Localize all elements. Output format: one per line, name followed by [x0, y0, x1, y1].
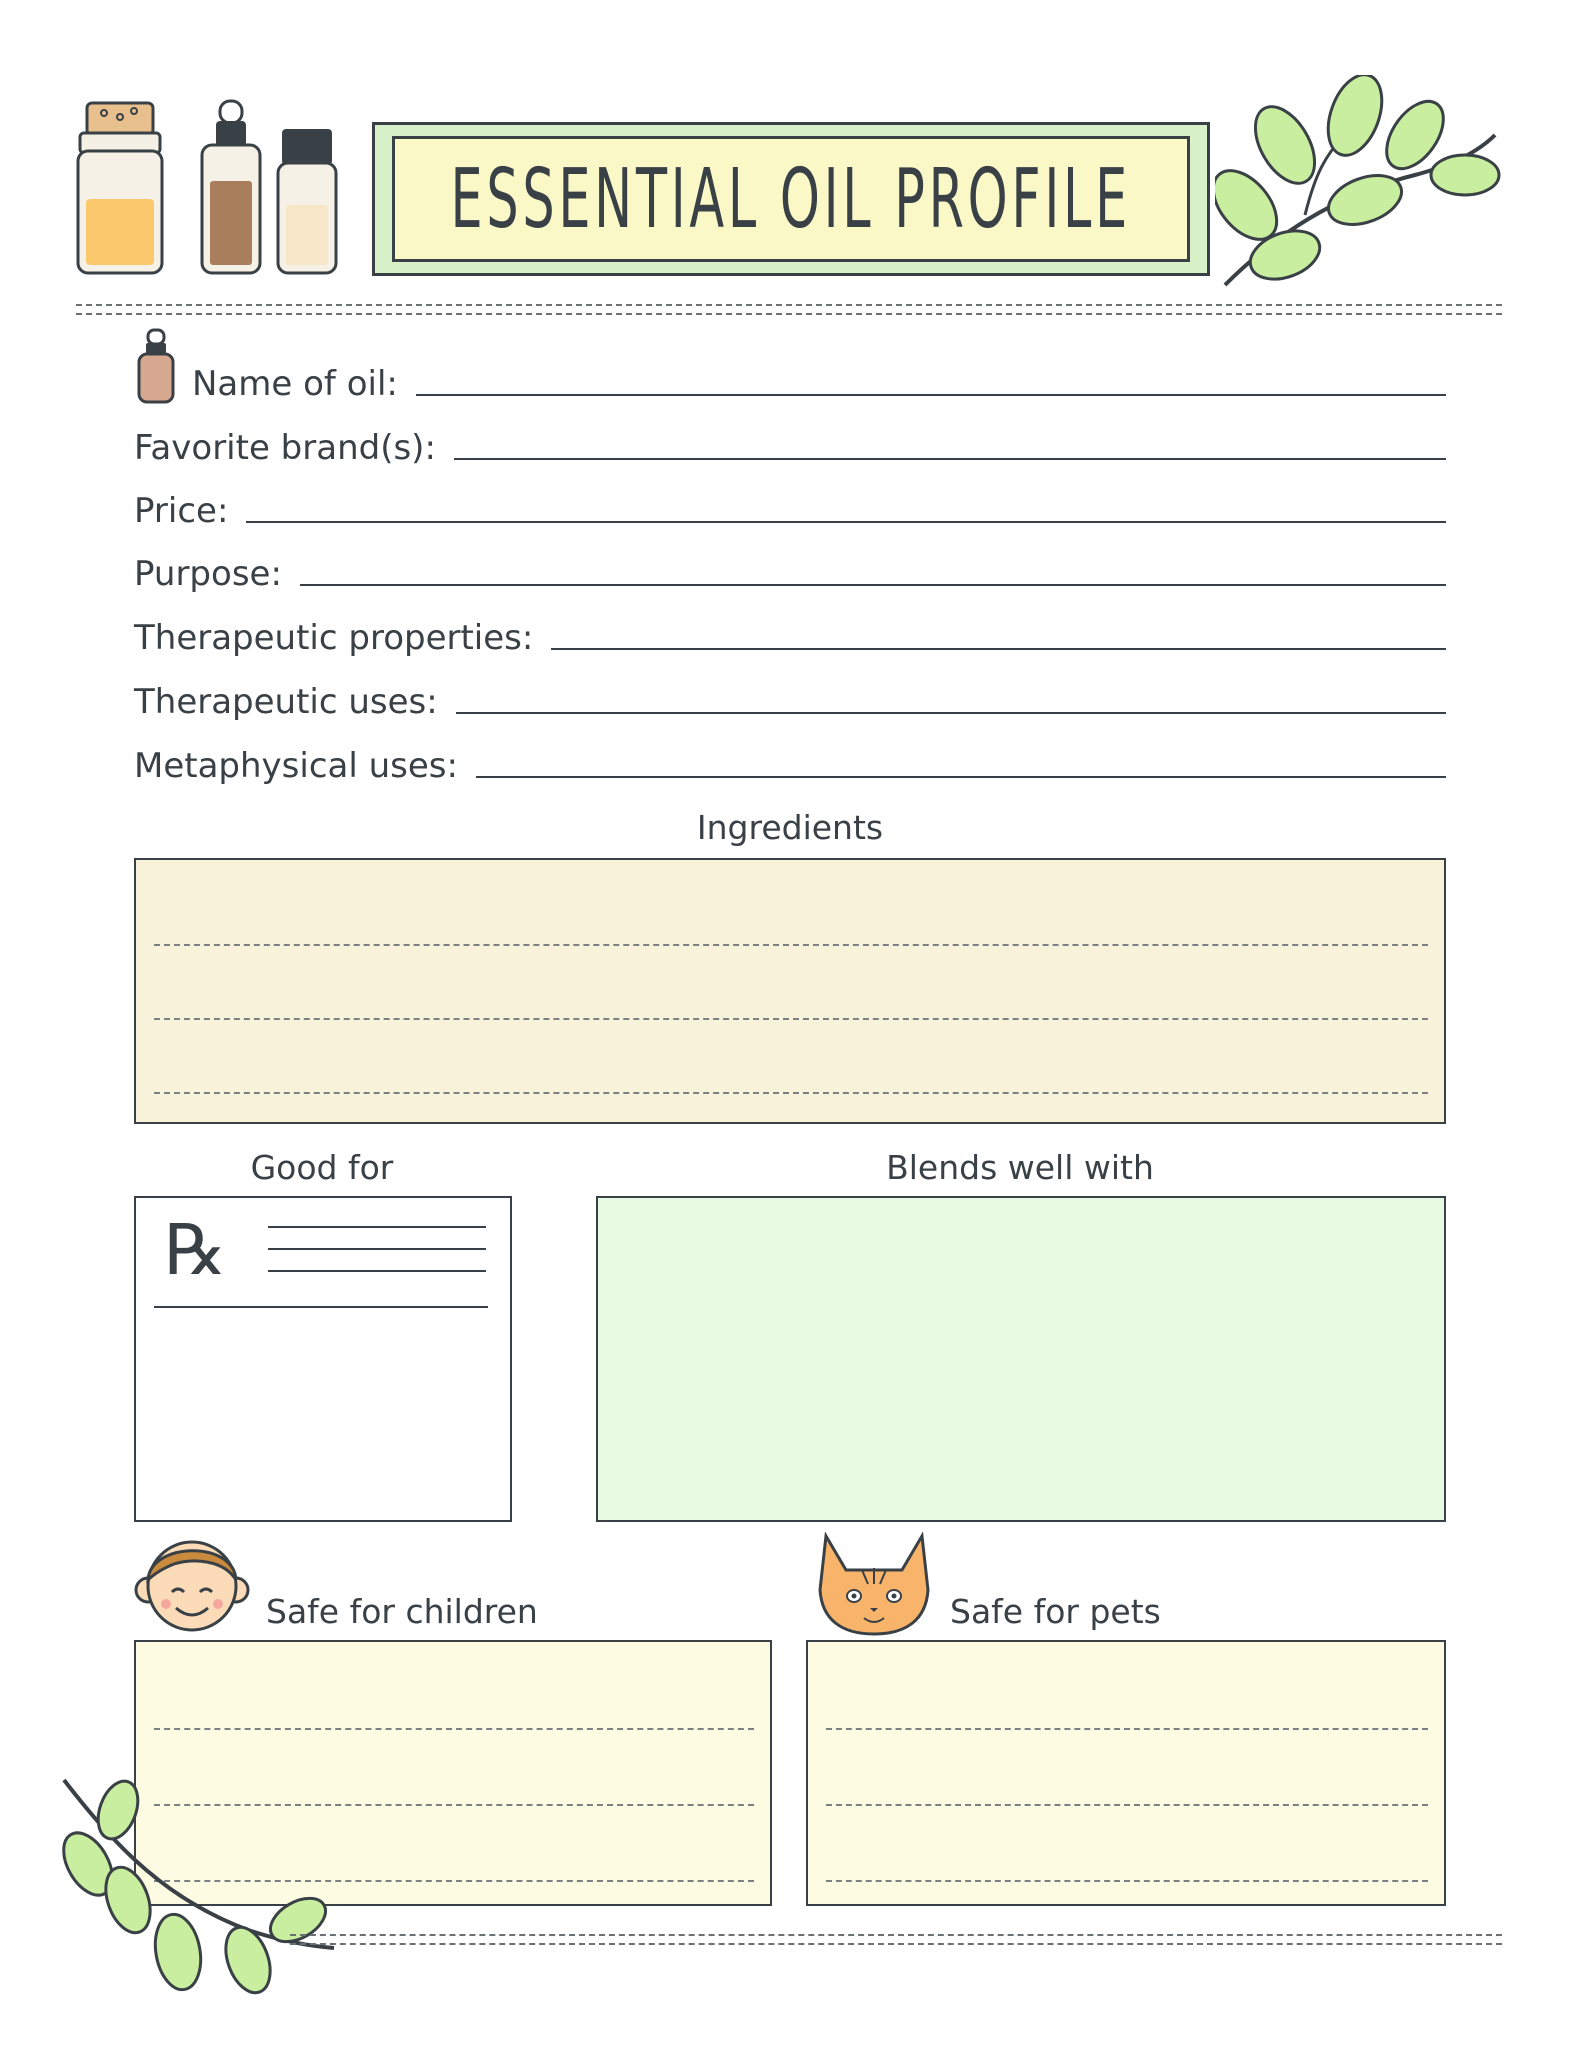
writing-line — [154, 1018, 1428, 1020]
rx-line — [268, 1270, 486, 1272]
safe-for-pets-heading: Safe for pets — [950, 1592, 1161, 1631]
ingredients-heading: Ingredients — [696, 808, 884, 847]
field-label: Purpose: — [134, 554, 282, 594]
field-input-line[interactable] — [476, 776, 1446, 778]
field-input-line[interactable] — [456, 712, 1446, 714]
page-title: ESSENTIAL OIL PROFILE — [450, 151, 1132, 247]
cat-face-icon — [806, 1530, 942, 1638]
rx-line — [268, 1248, 486, 1250]
field-name-of-oil[interactable] — [192, 356, 1446, 404]
field-label: Price: — [134, 491, 229, 531]
safe-for-children-heading: Safe for children — [266, 1592, 538, 1631]
rx-line — [154, 1306, 488, 1308]
ingredients-box[interactable] — [134, 858, 1446, 1124]
field-label: Metaphysical uses: — [134, 746, 458, 786]
header-divider — [76, 304, 1502, 315]
good-for-box[interactable] — [134, 1196, 512, 1522]
field-label: Favorite brand(s): — [134, 428, 436, 468]
field-therapeutic-uses[interactable] — [134, 674, 1446, 722]
rx-icon: ℞ — [164, 1209, 227, 1291]
writing-line — [154, 1728, 754, 1730]
jar-icon — [78, 103, 162, 273]
field-input-line[interactable] — [416, 394, 1446, 396]
blends-box[interactable] — [596, 1196, 1446, 1522]
leaf-branch-icon — [1215, 75, 1505, 295]
field-label: Name of oil: — [192, 364, 398, 404]
rx-line — [268, 1226, 486, 1228]
safe-for-pets-box[interactable] — [806, 1640, 1446, 1906]
field-favorite-brands[interactable] — [134, 420, 1446, 468]
writing-line — [826, 1880, 1428, 1882]
writing-line — [826, 1728, 1428, 1730]
field-input-line[interactable] — [551, 648, 1446, 650]
vial-icon — [278, 129, 336, 273]
writing-line — [826, 1804, 1428, 1806]
footer-divider — [290, 1934, 1502, 1945]
blends-heading: Blends well with — [886, 1148, 1154, 1187]
field-input-line[interactable] — [300, 584, 1446, 586]
dropper-bottle-icon — [202, 101, 260, 273]
field-price[interactable] — [134, 483, 1446, 531]
small-dropper-icon — [136, 328, 176, 406]
field-label: Therapeutic uses: — [134, 682, 438, 722]
good-for-heading: Good for — [250, 1148, 394, 1187]
title-panel — [392, 136, 1190, 262]
field-metaphysical-uses[interactable] — [134, 738, 1446, 786]
field-purpose[interactable] — [134, 546, 1446, 594]
field-therapeutic-properties[interactable] — [134, 610, 1446, 658]
leaf-branch-icon — [58, 1770, 338, 2000]
writing-line — [154, 1092, 1428, 1094]
field-input-line[interactable] — [454, 458, 1446, 460]
field-label: Therapeutic properties: — [134, 618, 534, 658]
child-face-icon — [134, 1530, 250, 1638]
field-input-line[interactable] — [246, 521, 1446, 523]
writing-line — [154, 944, 1428, 946]
oil-bottles-illustration — [70, 95, 350, 285]
